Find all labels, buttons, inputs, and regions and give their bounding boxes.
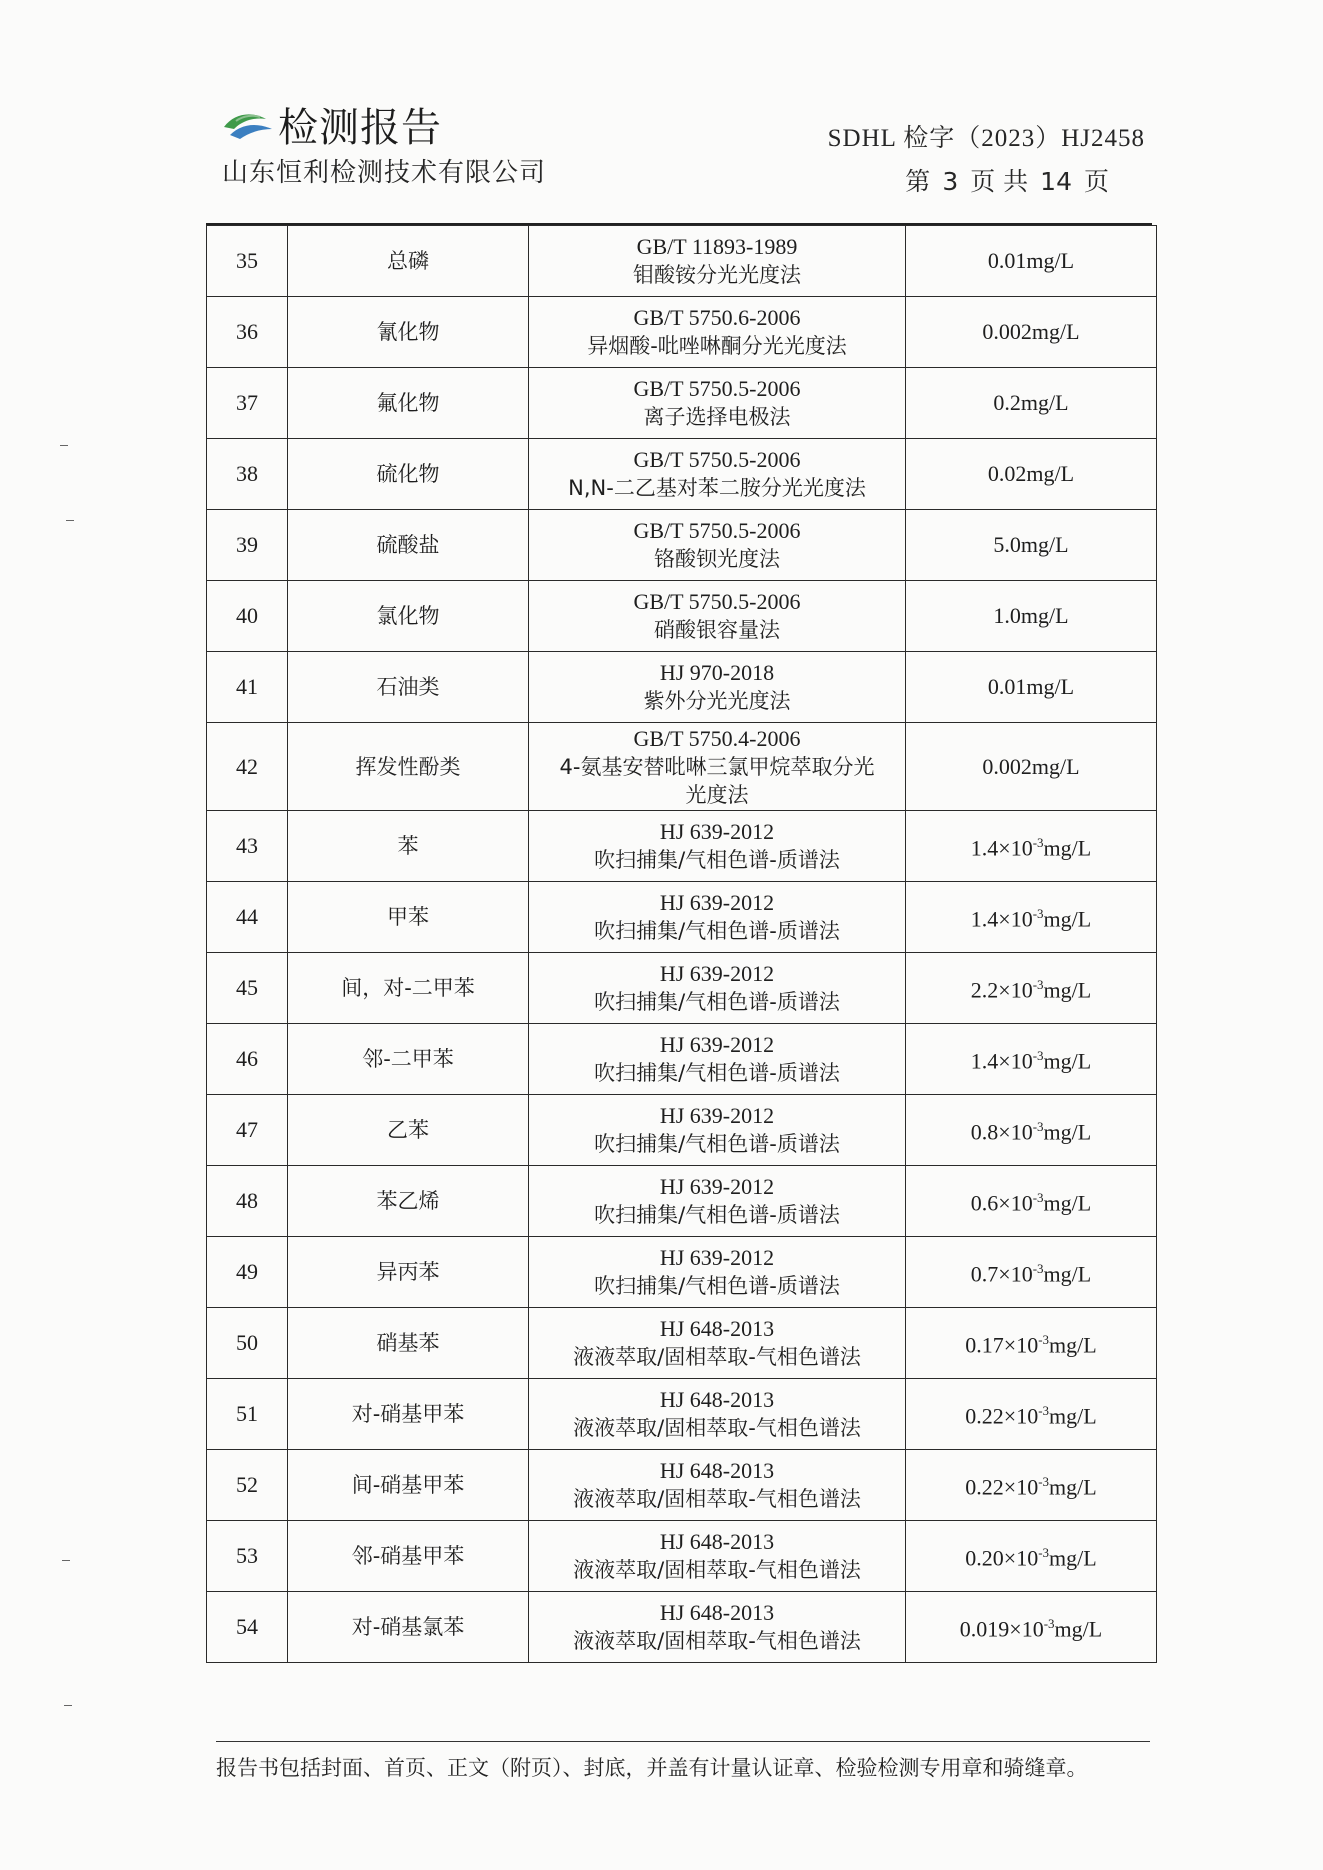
limit-unit: mg/L <box>1043 977 1092 1003</box>
detection-limit: 0.002mg/L <box>906 723 1157 811</box>
detection-limit <box>906 1308 1157 1379</box>
report-header-title <box>222 96 442 153</box>
test-item: 甲苯 <box>288 882 529 953</box>
limit-exponent: -3 <box>1038 1403 1050 1419</box>
detection-limit <box>906 1095 1157 1166</box>
detection-limit: 0.02mg/L <box>906 439 1157 510</box>
detection-limit <box>906 1592 1157 1663</box>
detection-limit: 0.01mg/L <box>906 652 1157 723</box>
method-name: 液液萃取/固相萃取-气相色谱法 <box>573 1558 861 1582</box>
row-number: 52 <box>207 1450 288 1521</box>
row-number: 41 <box>207 652 288 723</box>
method-name: 吹扫捕集/气相色谱-质谱法 <box>594 1132 840 1156</box>
method-standard: GB/T 11893-1989 <box>636 234 798 259</box>
test-item: 硫酸盐 <box>288 510 529 581</box>
limit-base: 1.4×10 <box>970 835 1033 861</box>
table-row <box>207 297 1157 368</box>
method-name: 紫外分光光度法 <box>643 689 791 713</box>
method-standard: GB/T 5750.6-2006 <box>633 305 801 330</box>
method-standard: HJ 639-2012 <box>659 961 775 986</box>
limit-base: 0.22×10 <box>965 1474 1039 1500</box>
table-row <box>207 368 1157 439</box>
scan-mark <box>62 1560 70 1561</box>
test-method <box>529 1095 906 1166</box>
row-number: 36 <box>207 297 288 368</box>
test-item: 苯乙烯 <box>288 1166 529 1237</box>
limit-base: 0.17×10 <box>965 1332 1039 1358</box>
limit-exponent: -3 <box>1032 906 1044 922</box>
detection-limit <box>906 1024 1157 1095</box>
limit-base: 0.20×10 <box>965 1545 1039 1571</box>
method-standard: HJ 648-2013 <box>659 1316 775 1341</box>
method-standard: HJ 639-2012 <box>659 819 775 844</box>
row-number: 37 <box>207 368 288 439</box>
test-item: 对-硝基氯苯 <box>288 1592 529 1663</box>
table-row <box>207 1095 1157 1166</box>
detection-limit <box>906 1166 1157 1237</box>
method-name: 吹扫捕集/气相色谱-质谱法 <box>594 848 840 872</box>
test-method <box>529 1308 906 1379</box>
method-standard: HJ 648-2013 <box>659 1600 775 1625</box>
method-name: 吹扫捕集/气相色谱-质谱法 <box>594 919 840 943</box>
test-method <box>529 510 906 581</box>
method-name: 异烟酸-吡唑啉酮分光光度法 <box>587 334 847 358</box>
test-item: 总磷 <box>288 226 529 297</box>
test-item: 间，对-二甲苯 <box>288 953 529 1024</box>
row-number: 39 <box>207 510 288 581</box>
test-method-table <box>206 225 1157 1663</box>
scan-mark <box>64 1705 72 1706</box>
method-standard: GB/T 5750.4-2006 <box>633 725 801 751</box>
test-method <box>529 811 906 882</box>
limit-unit: mg/L <box>1049 1474 1097 1500</box>
detection-limit <box>906 953 1157 1024</box>
scan-mark <box>66 520 74 521</box>
test-item: 异丙苯 <box>288 1237 529 1308</box>
test-method <box>529 368 906 439</box>
detection-limit <box>906 1379 1157 1450</box>
limit-exponent: -3 <box>1032 1190 1044 1206</box>
detection-limit: 0.002mg/L <box>906 297 1157 368</box>
table-row <box>207 581 1157 652</box>
page-current: 3 <box>942 167 959 196</box>
limit-unit: mg/L <box>1049 1403 1097 1429</box>
limit-unit: mg/L <box>1043 1261 1092 1287</box>
detection-limit <box>906 882 1157 953</box>
test-method <box>529 1450 906 1521</box>
row-number: 40 <box>207 581 288 652</box>
method-name: N,N-二乙基对苯二胺分光光度法 <box>568 476 866 500</box>
test-method <box>529 1592 906 1663</box>
row-number: 43 <box>207 811 288 882</box>
limit-base: 0.7×10 <box>970 1261 1033 1287</box>
row-number: 35 <box>207 226 288 297</box>
method-standard: HJ 639-2012 <box>659 1103 775 1128</box>
method-standard: GB/T 5750.5-2006 <box>633 447 801 472</box>
table-row <box>207 882 1157 953</box>
table-row <box>207 439 1157 510</box>
limit-unit: mg/L <box>1043 1048 1092 1074</box>
test-method <box>529 1521 906 1592</box>
row-number: 47 <box>207 1095 288 1166</box>
limit-unit: mg/L <box>1049 1545 1097 1571</box>
method-standard: HJ 970-2018 <box>659 660 775 685</box>
limit-exponent: -3 <box>1032 835 1044 851</box>
method-name: 吹扫捕集/气相色谱-质谱法 <box>594 1274 840 1298</box>
method-standard: HJ 639-2012 <box>659 1245 775 1270</box>
table-row <box>207 510 1157 581</box>
detection-limit <box>906 1237 1157 1308</box>
limit-unit: mg/L <box>1054 1616 1103 1642</box>
test-item: 氰化物 <box>288 297 529 368</box>
limit-exponent: -3 <box>1032 1119 1044 1135</box>
row-number: 42 <box>207 723 288 811</box>
report-number: SDHL 检字（2023）HJ2458 <box>827 125 1145 152</box>
row-number: 50 <box>207 1308 288 1379</box>
test-item: 氯化物 <box>288 581 529 652</box>
row-number: 54 <box>207 1592 288 1663</box>
detection-limit: 0.2mg/L <box>906 368 1157 439</box>
test-method <box>529 297 906 368</box>
limit-base: 0.8×10 <box>970 1119 1033 1145</box>
table-row <box>207 652 1157 723</box>
method-name: 液液萃取/固相萃取-气相色谱法 <box>573 1487 861 1511</box>
report-title: 检测报告 <box>278 105 442 151</box>
detection-limit: 0.01mg/L <box>906 226 1157 297</box>
limit-exponent: -3 <box>1043 1616 1055 1632</box>
test-item: 对-硝基甲苯 <box>288 1379 529 1450</box>
method-name: 液液萃取/固相萃取-气相色谱法 <box>573 1416 861 1440</box>
method-standard: HJ 648-2013 <box>659 1458 775 1483</box>
test-method <box>529 439 906 510</box>
method-standard: GB/T 5750.5-2006 <box>633 589 801 614</box>
row-number: 45 <box>207 953 288 1024</box>
test-item: 苯 <box>288 811 529 882</box>
row-number: 44 <box>207 882 288 953</box>
limit-unit: mg/L <box>1049 1332 1097 1358</box>
test-method <box>529 652 906 723</box>
test-item: 挥发性酚类 <box>288 723 529 811</box>
limit-exponent: -3 <box>1038 1545 1050 1561</box>
method-name: 硝酸银容量法 <box>654 618 780 642</box>
test-method <box>529 1379 906 1450</box>
method-standard: HJ 648-2013 <box>659 1529 775 1554</box>
detection-limit <box>906 1450 1157 1521</box>
table-row <box>207 226 1157 297</box>
limit-exponent: -3 <box>1038 1474 1050 1490</box>
row-number: 51 <box>207 1379 288 1450</box>
page-indicator: 第 3 页 共 14 页 <box>905 167 1109 196</box>
limit-base: 0.019×10 <box>959 1616 1044 1642</box>
test-item: 硫化物 <box>288 439 529 510</box>
test-method <box>529 882 906 953</box>
detection-limit <box>906 1521 1157 1592</box>
row-number: 48 <box>207 1166 288 1237</box>
test-item: 石油类 <box>288 652 529 723</box>
row-number: 46 <box>207 1024 288 1095</box>
method-name: 吹扫捕集/气相色谱-质谱法 <box>594 1061 840 1085</box>
test-item: 邻-二甲苯 <box>288 1024 529 1095</box>
test-item: 乙苯 <box>288 1095 529 1166</box>
limit-exponent: -3 <box>1032 1261 1044 1277</box>
test-item: 硝基苯 <box>288 1308 529 1379</box>
limit-unit: mg/L <box>1043 1119 1092 1145</box>
test-method <box>529 723 906 811</box>
table-row <box>207 1592 1157 1663</box>
test-method <box>529 953 906 1024</box>
method-name: 液液萃取/固相萃取-气相色谱法 <box>573 1629 861 1653</box>
method-name: 吹扫捕集/气相色谱-质谱法 <box>594 990 840 1014</box>
test-item: 氟化物 <box>288 368 529 439</box>
limit-base: 1.4×10 <box>970 906 1033 932</box>
limit-base: 0.6×10 <box>970 1190 1033 1216</box>
table-row <box>207 723 1157 811</box>
detection-limit: 1.0mg/L <box>906 581 1157 652</box>
limit-exponent: -3 <box>1032 977 1044 993</box>
table-row <box>207 1308 1157 1379</box>
table-row <box>207 1521 1157 1592</box>
method-name: 铬酸钡光度法 <box>654 547 780 571</box>
method-standard: HJ 639-2012 <box>659 1032 775 1057</box>
method-name: 4-氨基安替吡啉三氯甲烷萃取分光光度法 <box>559 754 875 807</box>
table-row <box>207 1379 1157 1450</box>
scan-mark <box>60 445 68 446</box>
table-row <box>207 953 1157 1024</box>
footer-divider <box>216 1741 1150 1742</box>
row-number: 38 <box>207 439 288 510</box>
table-row <box>207 1024 1157 1095</box>
table-row <box>207 1237 1157 1308</box>
row-number: 49 <box>207 1237 288 1308</box>
limit-exponent: -3 <box>1032 1048 1044 1064</box>
detection-limit: 5.0mg/L <box>906 510 1157 581</box>
row-number: 53 <box>207 1521 288 1592</box>
test-method <box>529 1024 906 1095</box>
table-row <box>207 1166 1157 1237</box>
company-name: 山东恒利检测技术有限公司 <box>222 158 547 188</box>
test-item: 间-硝基甲苯 <box>288 1450 529 1521</box>
limit-exponent: -3 <box>1038 1332 1050 1348</box>
test-method <box>529 1166 906 1237</box>
method-standard: HJ 639-2012 <box>659 890 775 915</box>
company-logo-icon <box>222 105 274 145</box>
method-name: 离子选择电极法 <box>643 405 791 429</box>
limit-unit: mg/L <box>1043 906 1092 932</box>
method-name: 液液萃取/固相萃取-气相色谱法 <box>573 1345 861 1369</box>
table-row <box>207 811 1157 882</box>
table-row <box>207 1450 1157 1521</box>
detection-limit <box>906 811 1157 882</box>
limit-base: 1.4×10 <box>970 1048 1033 1074</box>
limit-base: 2.2×10 <box>970 977 1033 1003</box>
test-item: 邻-硝基甲苯 <box>288 1521 529 1592</box>
limit-unit: mg/L <box>1043 835 1092 861</box>
method-standard: GB/T 5750.5-2006 <box>633 518 801 543</box>
page-total: 14 <box>1040 167 1072 196</box>
method-standard: HJ 648-2013 <box>659 1387 775 1412</box>
limit-base: 0.22×10 <box>965 1403 1039 1429</box>
method-standard: HJ 639-2012 <box>659 1174 775 1199</box>
method-name: 吹扫捕集/气相色谱-质谱法 <box>594 1203 840 1227</box>
footer-note: 报告书包括封面、首页、正文（附页）、封底，并盖有计量认证章、检验检测专用章和骑缝章。 <box>216 1756 1088 1780</box>
limit-unit: mg/L <box>1043 1190 1092 1216</box>
method-standard: GB/T 5750.5-2006 <box>633 376 801 401</box>
method-name: 钼酸铵分光光度法 <box>633 263 801 287</box>
test-method <box>529 581 906 652</box>
test-method <box>529 226 906 297</box>
test-method <box>529 1237 906 1308</box>
